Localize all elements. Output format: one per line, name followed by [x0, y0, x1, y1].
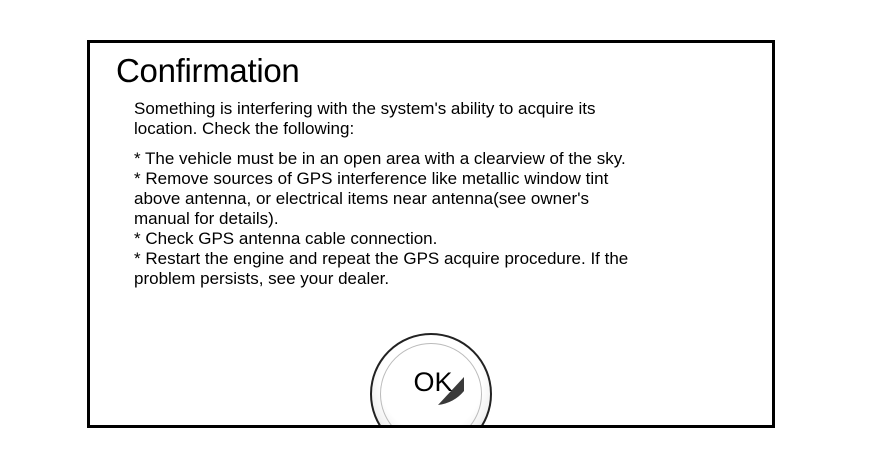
troubleshooting-checklist	[134, 149, 634, 289]
ok-button-label: OK	[413, 367, 453, 397]
dialog-message	[134, 99, 634, 289]
checklist-item-open-area: * The vehicle must be in an open area with a clearview of the sky.	[134, 149, 626, 168]
checklist-item-cable: * Check GPS antenna cable connection.	[134, 229, 438, 248]
checklist-item-interference: * Remove sources of GPS interference like metallic window tint above antenna, or electrical items near antenna(see owner's manual for details).	[134, 169, 609, 228]
ok-button[interactable]	[370, 333, 492, 428]
dialog-intro-text: Something is interfering with the system's ability to acquire its location. Check the following:	[134, 99, 596, 138]
checklist-item-restart: * Restart the engine and repeat the GPS acquire procedure. If the problem persists, see your dealer.	[134, 249, 629, 288]
dialog-title: Confirmation	[116, 52, 300, 89]
confirmation-dialog	[87, 40, 775, 428]
